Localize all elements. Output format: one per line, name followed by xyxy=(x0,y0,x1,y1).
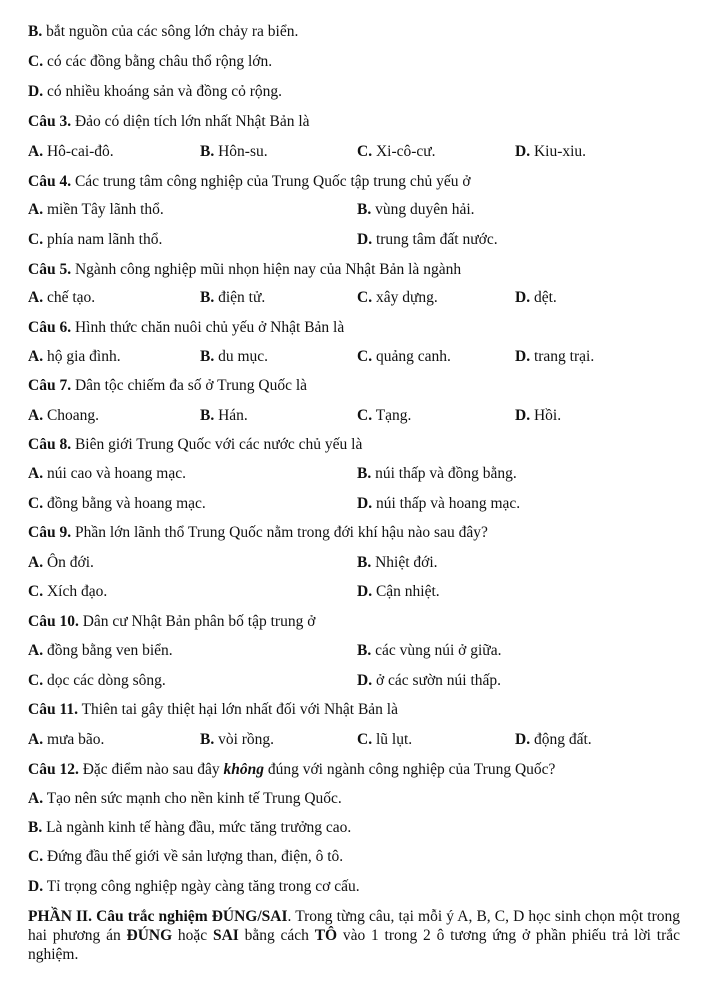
option-b: B. Là ngành kinh tế hàng đầu, mức tăng trưởng cao. xyxy=(28,819,352,836)
question-3: Câu 3. Đảo có diện tích lớn nhất Nhật Bản là xyxy=(28,113,310,130)
option-c: C. Tạng. xyxy=(357,407,412,424)
options-row xyxy=(28,582,688,602)
option-c: C. xây dựng. xyxy=(357,289,438,306)
options-row xyxy=(28,641,688,661)
option-c: C. Đứng đầu thế giới về sản lượng than, điện, ô tô. xyxy=(28,848,344,865)
option-d: D. trung tâm đất nước. xyxy=(357,231,498,248)
option-d: D. Cận nhiệt. xyxy=(357,583,440,600)
part-2-instructions: PHẦN II. Câu trắc nghiệm ĐÚNG/SAI. Trong từng câu, tại mỗi ý A, B, C, D học sinh chọn một trong hai phương án ĐÚNG hoặc SAI bằng cách TÔ vào 1 trong 2 ô tương ứng ở phần phiếu trả lời trắc nghiệm. xyxy=(28,908,680,963)
option-a: A. chế tạo. xyxy=(28,289,96,306)
option-c: C. Xích đạo. xyxy=(28,583,108,600)
option-d: D. động đất. xyxy=(515,731,592,748)
option-a: A. miền Tây lãnh thổ. xyxy=(28,201,164,218)
option-d: D. dệt. xyxy=(515,289,557,306)
question-7: Câu 7. Dân tộc chiếm đa số ở Trung Quốc là xyxy=(28,377,308,394)
option-c: C. phía nam lãnh thổ. xyxy=(28,231,163,248)
option-c: C. có các đồng bằng châu thổ rộng lớn. xyxy=(28,53,273,70)
option-a: A. Ôn đới. xyxy=(28,554,94,571)
option-c: C. dọc các dòng sông. xyxy=(28,672,166,689)
option-a: A. Hô-cai-đô. xyxy=(28,143,114,160)
option-b: B. bắt nguồn của các sông lớn chảy ra biển. xyxy=(28,23,299,40)
option-d: D. trang trại. xyxy=(515,348,595,365)
option-a: A. mưa bão. xyxy=(28,731,105,748)
option-b: B. Hôn-su. xyxy=(200,143,268,160)
question-11: Câu 11. Thiên tai gây thiệt hại lớn nhất đối với Nhật Bản là xyxy=(28,701,398,718)
option-b: B. Nhiệt đới. xyxy=(357,554,438,571)
option-d: D. núi thấp và hoang mạc. xyxy=(357,495,521,512)
option-c: C. Xi-cô-cư. xyxy=(357,143,436,160)
option-c: C. lũ lụt. xyxy=(357,731,413,748)
options-row xyxy=(28,200,688,220)
option-b: B. điện tử. xyxy=(200,289,266,306)
question-5: Câu 5. Ngành công nghiệp mũi nhọn hiện nay của Nhật Bản là ngành xyxy=(28,261,462,278)
options-row xyxy=(28,464,688,484)
option-a: A. Choang. xyxy=(28,407,100,424)
option-c: C. quảng canh. xyxy=(357,348,451,365)
option-b: B. núi thấp và đồng bằng. xyxy=(357,465,517,482)
option-c: C. đồng bằng và hoang mạc. xyxy=(28,495,206,512)
options-row xyxy=(28,494,688,514)
option-b: B. vùng duyên hải. xyxy=(357,201,475,218)
options-row xyxy=(28,288,688,308)
option-a: A. hộ gia đình. xyxy=(28,348,121,365)
question-9: Câu 9. Phần lớn lãnh thổ Trung Quốc nằm trong đới khí hậu nào sau đây? xyxy=(28,524,488,541)
option-a: A. đồng bằng ven biển. xyxy=(28,642,173,659)
question-10: Câu 10. Dân cư Nhật Bản phân bố tập trung ở xyxy=(28,613,316,630)
question-8: Câu 8. Biên giới Trung Quốc với các nước chủ yếu là xyxy=(28,436,363,453)
option-b: B. vòi rồng. xyxy=(200,731,275,748)
part-2-title: PHẦN II. Câu trắc nghiệm ĐÚNG/SAI xyxy=(28,908,288,925)
options-row xyxy=(28,730,688,750)
option-d: D. Kiu-xiu. xyxy=(515,143,587,160)
option-d: D. có nhiều khoáng sản và đồng cỏ rộng. xyxy=(28,83,282,100)
question-6: Câu 6. Hình thức chăn nuôi chủ yếu ở Nhật Bản là xyxy=(28,319,345,336)
options-row xyxy=(28,406,688,426)
option-d: D. Hồi. xyxy=(515,407,562,424)
options-row xyxy=(28,142,688,162)
question-12: Câu 12. Đặc điểm nào sau đây không đúng với ngành công nghiệp của Trung Quốc? xyxy=(28,761,556,778)
question-4: Câu 4. Các trung tâm công nghiệp của Trung Quốc tập trung chủ yếu ở xyxy=(28,173,471,190)
options-row xyxy=(28,347,688,367)
option-d: D. Tỉ trọng công nghiệp ngày càng tăng trong cơ cấu. xyxy=(28,878,360,895)
option-d: D. ở các sườn núi thấp. xyxy=(357,672,502,689)
options-row xyxy=(28,671,688,691)
option-b: B. các vùng núi ở giữa. xyxy=(357,642,502,659)
options-row xyxy=(28,553,688,573)
option-b: B. Hán. xyxy=(200,407,248,424)
option-a: A. Tạo nên sức mạnh cho nền kinh tế Trung Quốc. xyxy=(28,790,342,807)
option-a: A. núi cao và hoang mạc. xyxy=(28,465,186,482)
options-row xyxy=(28,230,688,250)
option-b: B. du mục. xyxy=(200,348,269,365)
